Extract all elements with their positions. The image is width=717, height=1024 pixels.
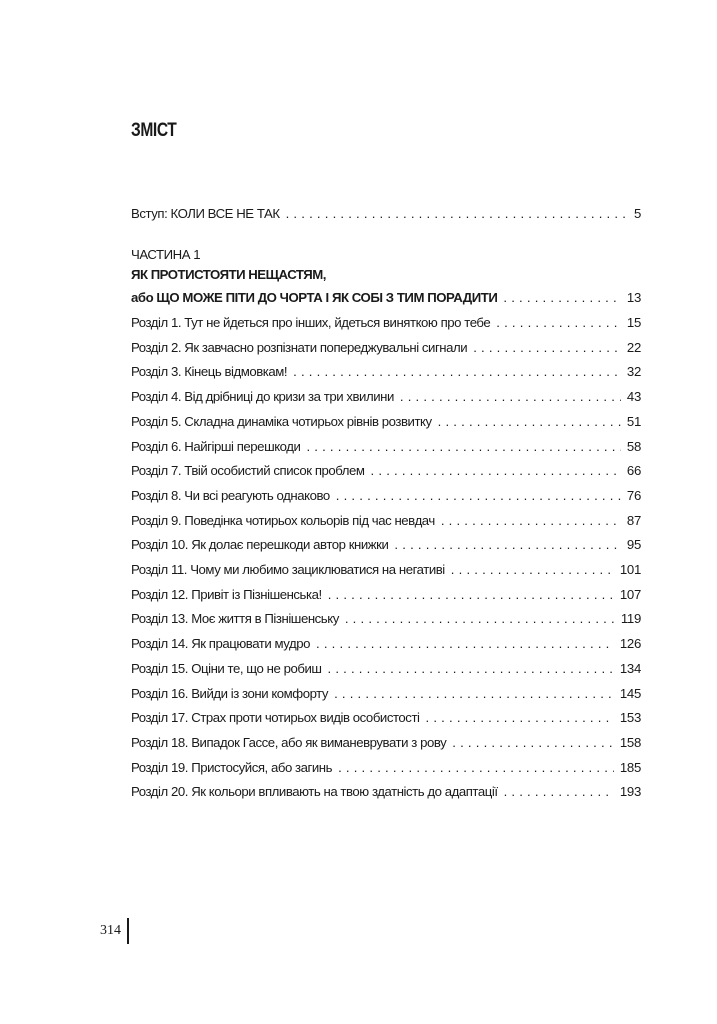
toc-entry-label: Розділ 14. Як працювати мудро: [131, 636, 311, 652]
dot-leader: [336, 486, 621, 506]
toc-entry-label: Вступ: КОЛИ ВСЕ НЕ ТАК: [131, 206, 280, 221]
toc-entry-label: Розділ 5. Складна динаміка чотирьох рівнів розвитку: [131, 413, 432, 429]
part-title-line2: або ЩО МОЖЕ ПІТИ ДО ЧОРТА І ЯК СОБІ З ТИМ ПОРАДИТИ: [131, 290, 498, 305]
toc-entry-page: 193: [619, 784, 641, 800]
dot-leader: [438, 412, 621, 432]
dot-leader: [441, 511, 621, 531]
toc-entry-label: Розділ 3. Кінець відмовкам!: [131, 364, 288, 380]
dot-leader: [394, 535, 621, 555]
dot-leader: [345, 609, 615, 629]
toc-entry-chapter: [131, 313, 641, 333]
toc-entry-chapter: [131, 362, 641, 382]
toc-entry-page: 145: [619, 685, 641, 701]
toc-entry-chapter: [131, 338, 641, 358]
toc-entry-label: Розділ 15. Оціни те, що не робиш: [131, 660, 322, 676]
toc-entry-page: 87: [626, 512, 641, 528]
dot-leader: [338, 758, 614, 778]
toc-entry-chapter: [131, 437, 641, 457]
toc-entry-label: Розділ 13. Моє життя в Пізнішенську: [131, 611, 339, 627]
toc-entry-page: 107: [619, 586, 641, 602]
toc-entry-page: 15: [626, 315, 641, 330]
toc-entry-chapter: [131, 733, 641, 753]
toc-entry-label: Розділ 9. Поведінка чотирьох кольорів під час невдач: [131, 512, 435, 528]
toc-entry-chapter: [131, 684, 641, 704]
dot-leader: [328, 585, 614, 605]
dot-leader: [426, 708, 614, 728]
toc-entry-chapter: [131, 758, 641, 778]
toc-entry-page: 76: [626, 487, 641, 503]
toc-entry-label: Розділ 10. Як долає перешкоди автор книжки: [131, 537, 389, 553]
toc-entry-page: 134: [619, 660, 641, 676]
dot-leader: [473, 338, 621, 358]
toc-entry-chapter: [131, 560, 641, 580]
dot-leader: [400, 387, 621, 407]
part-title-line1: ЯК ПРОТИСТОЯТИ НЕЩАСТЯМ,: [131, 267, 326, 282]
dot-leader: [371, 461, 621, 481]
toc-entry-label: Розділ 17. Страх проти чотирьох видів особистості: [131, 710, 420, 726]
toc-entry-chapter: [131, 412, 641, 432]
toc-entry-page: 32: [626, 364, 641, 380]
toc-entry-page: 119: [620, 611, 641, 627]
toc-entry-chapter: [131, 659, 641, 679]
page-title: ЗМІСТ: [131, 120, 177, 141]
dot-leader: [496, 313, 621, 333]
toc-entry-page: 126: [619, 636, 641, 652]
toc-entry-label: Розділ 2. Як завчасно розпізнати попереджувальні сигнали: [131, 339, 468, 355]
dot-leader: [316, 634, 614, 654]
toc-entry-label: Розділ 20. Як кольори впливають на твою здатність до адаптації: [131, 784, 498, 800]
footer-rule: [127, 918, 129, 944]
toc-entry-label: Розділ 18. Випадок Гассе, або як виманеврувати з рову: [131, 734, 447, 750]
toc-entry-page: 43: [626, 389, 641, 405]
dot-leader: [293, 362, 621, 382]
toc-entry-chapter: [131, 708, 641, 728]
toc-entry-label: Розділ 7. Твій особистий список проблем: [131, 463, 365, 479]
toc-entry-page: 13: [626, 290, 641, 305]
toc-entry-page: 153: [619, 710, 641, 726]
toc-entry-label: Розділ 12. Привіт із Пізнішенська!: [131, 586, 322, 602]
dot-leader: [451, 560, 614, 580]
toc-entry-page: 58: [626, 438, 641, 454]
toc-entry-chapter: [131, 609, 641, 629]
toc-entry-page: 5: [633, 206, 641, 221]
toc-entry-chapter: [131, 535, 641, 555]
toc-entry-page: 95: [626, 537, 641, 553]
toc-entry-label: Розділ 6. Найгірші перешкоди: [131, 438, 301, 454]
toc-entry-label: Розділ 11. Чому ми любимо зациклюватися на негативі: [131, 562, 445, 577]
toc-entry-page: 51: [626, 413, 641, 429]
toc-entry-chapter: [131, 782, 641, 802]
toc-entry-part: [131, 288, 641, 308]
toc-entry-chapter: [131, 511, 641, 531]
dot-leader: [452, 733, 614, 753]
toc-entry-page: 185: [619, 759, 641, 775]
dot-leader: [504, 782, 614, 802]
toc-entry-chapter: [131, 387, 641, 407]
toc-entry-label: Розділ 19. Пристосуйся, або загинь: [131, 759, 333, 775]
toc-entry-page: 66: [626, 463, 641, 479]
dot-leader: [306, 437, 620, 457]
part-label: ЧАСТИНА 1: [131, 247, 201, 262]
toc-entry-label: Розділ 4. Від дрібниці до кризи за три хвилини: [131, 389, 394, 405]
toc-entry-intro: [131, 204, 641, 224]
toc-entry-label: Розділ 8. Чи всі реагують однаково: [131, 487, 330, 503]
dot-leader: [334, 684, 614, 704]
toc-entry-page: 158: [619, 734, 641, 750]
dot-leader: [328, 659, 614, 679]
page-footer: [100, 918, 129, 944]
page-number: 314: [100, 923, 121, 938]
toc-entry-chapter: [131, 461, 641, 481]
toc-entry-label: Розділ 1. Тут не йдеться про інших, йдеться виняткою про тебе: [131, 315, 491, 330]
toc-entry-chapter: [131, 486, 641, 506]
toc-entry-page: 22: [626, 339, 641, 355]
toc-entry-chapter: [131, 634, 641, 654]
toc-entry-page: 101: [619, 562, 641, 577]
toc-entry-chapter: [131, 585, 641, 605]
toc-entry-label: Розділ 16. Вийди із зони комфорту: [131, 685, 329, 701]
dot-leader: [503, 288, 621, 308]
dot-leader: [286, 204, 628, 224]
